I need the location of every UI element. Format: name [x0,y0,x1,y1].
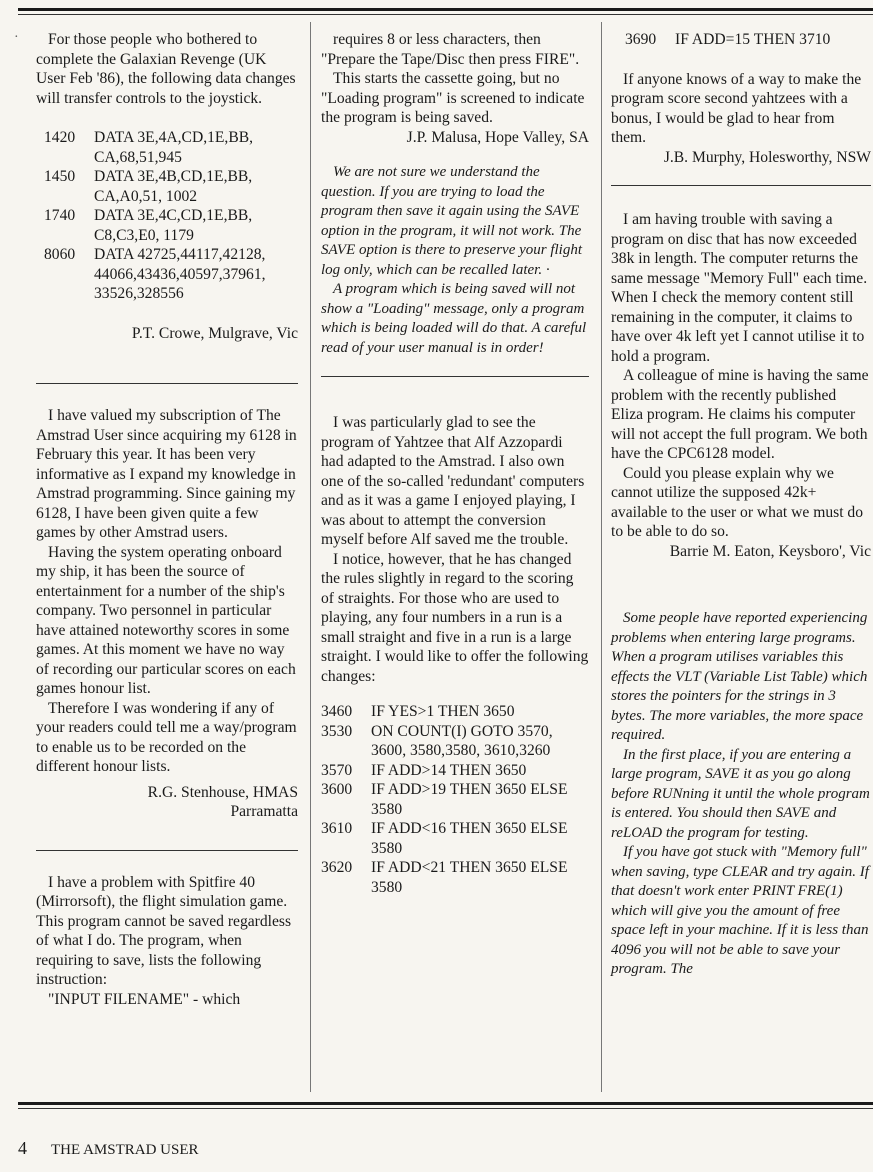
letter-2-paragraph-3: Therefore I was wondering if any of your readers could tell me a way/program to enable us to be recorded on the different honour lists. [36,699,297,775]
letter-2-signature-line-1: R.G. Stenhouse, HMAS [147,783,298,801]
reply-5-paragraph-2: In the first place, if you are entering a large program, SAVE it as you go along before RUNning it until the whole program is entered. You should then SAVE and reLOAD the program for testing. [611,746,870,841]
page-footer [18,1138,199,1159]
code-row: 3690 IF ADD=15 THEN 3710 [625,31,831,48]
bottom-rule-thin [18,1108,873,1109]
publication-title: THE AMSTRAD USER [51,1142,199,1158]
letter-3-paragraph-2: "INPUT FILENAME" - which [48,990,241,1008]
letter-5-paragraph-3: Could you please explain why we cannot utilize the supposed 42k+ available to the user or what we must do to be able to do so. [611,464,864,540]
page-number: 4 [18,1138,27,1158]
column-3 [611,30,871,980]
code-row: 3600 IF ADD>19 THEN 3650 ELSE 3580 [321,781,568,818]
reply-5-paragraph-3: If you have got stuck with "Memory full" when saving, type CLEAR and try again. If that doesn't work enter PRINT FRE(1) which will give you the amount of free space left in your machine. If it is less than 4096 you will not be able to save your program. The [611,844,869,977]
bottom-rule [18,1102,873,1105]
letter-2-paragraph-2: Having the system operating onboard my ship, it has been the source of entertainment for a number of the ship's company. Two personnel in particular have attained noteworthy scores in some games. At this moment we have no way of recording our particular scores on each games honour list. [36,543,296,697]
letter-4-paragraph-3: If anyone knows of a way to make the program score second yahtzees with a bonus, I would be glad to hear from them. [611,70,862,146]
letter-4-paragraph-2: I notice, however, that he has changed the rules slightly in regard to the scoring of straights. For those who are used to playing, any four numbers in a run is a small straight and five in a run is a large straight. I would like to offer the following changes: [321,550,589,685]
code-row: 1420 DATA 3E,4A,CD,1E,BB, CA,68,51,945 [44,129,254,166]
separator [36,383,298,384]
top-rule-thin [18,14,873,15]
letter-3-paragraph-1: I have a problem with Spitfire 40 (Mirrorsoft), the flight simulation game. This program cannot be saved regardless of what I do. The program, when requiring to save, lists the following instruction: [36,873,292,988]
letter-4-paragraph-1: I was particularly glad to see the program of Yahtzee that Alf Azzopardi had adapted to the Amstrad. I also own one of the so-called 'redundant' computers and as it was a game I enjoyed playing, I was about to attempt the conversion myself before Alf saved me the trouble. [321,414,585,548]
code-row: 3530 ON COUNT(I) GOTO 3570, 3600, 3580,3580, 3610,3260 [321,722,553,759]
letter-2-paragraph-1: I have valued my subscription of The Amstrad User since acquiring my 6128 in February this year. It has been very informative as I expand my knowledge in Amstrad programming. Since gaining my 6128, I have been given quite a few games by other Amstrad users. [36,407,297,541]
column-2 [321,30,589,897]
letter-3-paragraph-3: requires 8 or less characters, then "Prepare the Tape/Disc then press FIRE". [321,31,580,68]
reply-3-paragraph-1: We are not sure we understand the question. If you are trying to load the program then save it again using the SAVE option in the program, it will not work. The SAVE option is there to preserve your flight log only, which can be recalled later. · [321,164,583,278]
code-row: 3460 IF YES>1 THEN 3650 [321,703,515,720]
reply-5-paragraph-1: Some people have reported experiencing problems when entering large programs. When a program utilises variables this effects the VLT (Variable List Table) which stores the pointers for the strings in 3 bytes. The more variables, the more space required. [611,610,868,743]
code-row: 3570 IF ADD>14 THEN 3650 [321,761,527,779]
letter-5-paragraph-1: I am having trouble with saving a program on disc that has now exceeded 38k in length. The computer returns the same message "Memory Full" each time. When I check the memory content still remaining in the computer, it claims to have over 4k left yet I cannot utilise it to hold a program. [611,211,868,365]
letter-2-signature-line-2: Parramatta [230,803,298,820]
code-row: 1740 DATA 3E,4C,CD,1E,BB, C8,C3,E0, 1179 [44,207,253,244]
letter-3-paragraph-4: This starts the cassette going, but no "Loading program" is screened to indicate the program is being saved. [321,70,585,126]
letter-1-code [44,128,298,304]
column-divider-1 [310,22,311,1092]
code-row: 3620 IF ADD<21 THEN 3650 ELSE 3580 [321,859,568,896]
letter-4-code-end [625,30,871,50]
code-row: 8060 DATA 42725,44117,42128, 44066,43436,40597,37961, 33526,328556 [44,246,266,302]
margin-mark: · [14,30,19,45]
letter-5-paragraph-2: A colleague of mine is having the same problem with the recently published Eliza program. He claims his computer will not accept the full program. We both have the CPC6128 model. [611,367,869,462]
letter-4-signature: J.B. Murphy, Holesworthy, NSW [663,148,871,166]
separator [36,850,298,851]
code-row: 1450 DATA 3E,4B,CD,1E,BB, CA,A0,51, 1002 [44,168,253,205]
separator [611,185,871,186]
code-row: 3610 IF ADD<16 THEN 3650 ELSE 3580 [321,820,568,857]
letter-4-code [321,702,589,897]
letter-5-signature: Barrie M. Eaton, Keysboro', Vic [669,542,871,560]
separator [321,376,589,377]
reply-3-paragraph-2: A program which is being saved will not show a "Loading" message, only a program which is being loaded will do that. A careful read of your user manual is in order! [321,281,587,356]
letter-3-signature: J.P. Malusa, Hope Valley, SA [406,128,589,146]
letter-1-signature: P.T. Crowe, Mulgrave, Vic [131,324,298,342]
letter-1-paragraph-1: For those people who bothered to complete the Galaxian Revenge (UK User Feb '86), the following data changes will transfer controls to the joystick. [36,31,296,107]
column-1 [36,30,298,1009]
column-divider-2 [601,22,602,1092]
top-rule [18,8,873,11]
